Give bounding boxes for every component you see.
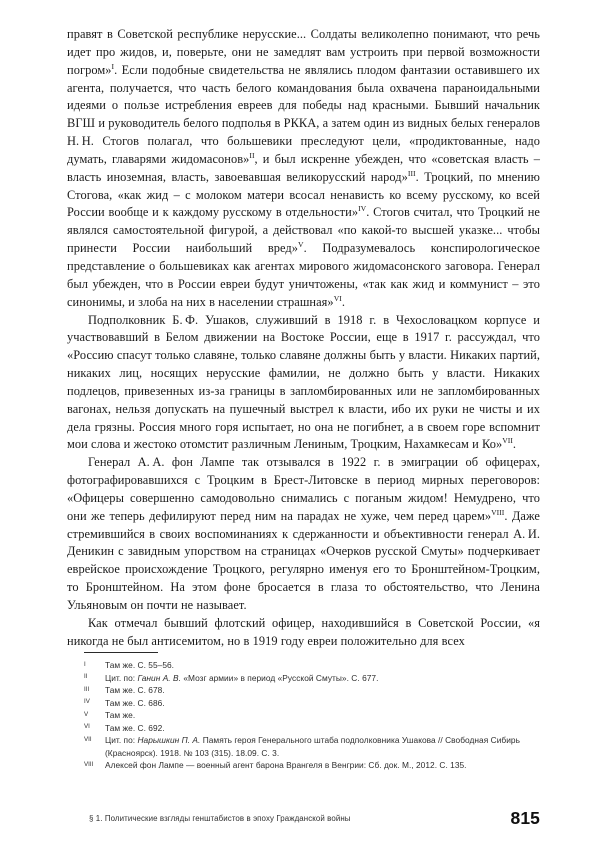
paragraph-2-text-b: . [512,437,517,452]
paragraph-1-text-d: . Троцкий, по мнению Стогова, «как жид – с молоком матери всосал ненависть ко всему русскому, ко всей России вообще и к каждому русскому в отдельности» [67,169,541,220]
paragraph-1-text-c: , и был искренне убежден, что «советская власть – власть иноземная, власть, завоевавшая великорусский народ» [67,151,541,184]
footnote-text: Алексей фон Лампе — военный агент барона Врангеля в Венгрии: Сб. док. М., 2012. С. 135. [105,760,467,771]
footnote-ref-vi[interactable]: VI [333,293,342,303]
paragraph-1 [67,26,540,312]
paragraph-3-text-b: . Даже стремившийся в своих воспоминаниях к сдержанности и объективности генерал А. И. Деникин с завидным упорством на страницах «Очерков русской Смуты» подчеркивает еврейское происхождение Троцкого, регулярно именуя его то Бронштейном-Троцким, то Бронштейном. На этом фоне бросается в глаза то обстоятельство, что Ленина Ульяновым он почти не называет. [67,508,540,612]
paragraph-2-text: Подполковник Б. Ф. Ушаков, служивший в 1918 г. в Чехословацком корпусе и участвовавший в Белом движении на Востоке России, еще в 1917 г. рассуждал, что «Россию спасут только славяне, только славяне должны быть у власти. Никаких партий, никаких лиц, носящих нерусские фамилии, не должно быть у власти. Никаких подлецов, привезенных из-за границы в запломбированных или не запломбированных вагонах, нельзя допускать на пушечный выстрел к власти, ибо их руки не чисты и их дела грязны. Россия много горя испытает, но она не погибнет, а в своем горе вспомнит мои слова и жестоко отомстит различным Лениным, Троцким, Нахамкесам и Ко» [67,312,540,452]
footnote-ref-v[interactable]: V [298,240,304,249]
footnote-marker: V [84,710,89,718]
footnote-text: Цит. по: [105,735,138,746]
footnote-block [84,652,540,772]
page-number: 815 [510,808,540,828]
footnote-text: Там же. С. 55–56. [105,660,175,670]
footnote-item [84,697,540,710]
paragraph-4 [67,615,540,651]
footnote-text: Там же. С. 692. [105,722,165,733]
paragraph-1-text-f: . Подразумевалось конспирологическое представление о большевиках как агентах мирового жидомасонского заговора. Генерал был убежден, что в России евреи будут уничтожены, «так как жид и коммунист – это синонимы, и злоба на них в населении страшная» [67,241,540,309]
footnote-marker: VII [84,735,92,743]
footnote-author: Нарышкин П. А. [137,735,201,746]
footnote-item [84,659,540,672]
footnote-text: Цит. по: [105,672,138,683]
paragraph-1-text: правят в Советской республике нерусские... Солдаты великолепно понимают, что речь идет про жидов, и, поверьте, они не замедлят вам устроить при первой возможности погром» [67,27,540,77]
footnote-ref-viii[interactable]: VIII [491,507,505,517]
footnote-ref-iii[interactable]: III [407,168,416,178]
footnote-text-b: Память героя Генерального штаба подполковника Ушакова // Свободная Сибирь (Красноярск). 1918. № 103 (315). 18.09. С. 3. [105,735,520,758]
footnote-marker: IV [84,698,90,706]
footnote-separator-rule [84,652,158,653]
footnote-ref-i[interactable]: I [111,61,115,71]
footnote-text: Там же. С. 678. [105,685,165,696]
footnote-ref-vii[interactable]: VII [502,436,513,446]
paragraph-2 [67,312,540,455]
footnote-ref-ii[interactable]: II [249,150,255,160]
footnote-marker: I [84,660,86,668]
footnote-marker: VI [84,723,90,731]
paragraph-3 [67,454,540,615]
body-text-column [67,26,540,651]
footnote-item [84,709,540,722]
footnote-item [84,759,540,772]
paragraph-4-text: Как отмечал бывший флотский офицер, находившийся в Советской России, «я никогда не был антисемитом, но в 1919 году евреи положительно для всех [67,615,540,648]
footnote-text: Там же. [105,710,136,721]
footnote-item [84,734,540,759]
footnote-ref-iv[interactable]: IV [358,204,367,214]
page-footer [89,806,540,828]
footnote-item [84,672,540,685]
paragraph-1-text-b: . Если подобные свидетельства не являлись плодом фантазии оставившего их агента, получается, что часть белого командования была охвачена параноидальными идеями о пользе истребления евреев для победы над красными. Бывший начальник ВГШ и руководитель белого подполья в РККА, а затем один из видных белых генералов Н. Н. Стогов полагал, что большевики преследуют цели, «продиктованные, надо думать, главарями жидомасонов» [67,62,540,166]
footnote-item [84,722,540,735]
footnote-marker: III [84,685,90,693]
footnote-text: Там же. С. 686. [105,697,165,708]
footnote-author: Ганин А. В. [137,672,181,683]
paragraph-3-text: Генерал А. А. фон Лампе так отзывался в 1922 г. в эмиграции об офицерах, фотографировавшихся с Троцким в Брест-Литовске в период мирных переговоров: «Офицеры совершенно самодовольно снимались с поганым жидом! Немудрено, что они же теперь дефилируют перед ним на парадах не хуже, чем перед царем» [67,455,540,523]
footnote-item [84,684,540,697]
footnote-marker: II [84,673,88,681]
running-section-title: § 1. Политические взгляды генштабистов в эпоху Гражданской войны [89,814,351,823]
paragraph-1-text-e: . Стогов считал, что Троцкий не являлся самостоятельной фигурой, а действовал «по какой-то высшей указке... чтобы принести России наибольший вред» [67,205,540,256]
footnote-text-b: «Мозг армии» в период «Русской Смуты». С. 677. [180,672,379,683]
paragraph-1-text-g: . [341,294,345,309]
footnote-marker: VIII [84,760,94,768]
